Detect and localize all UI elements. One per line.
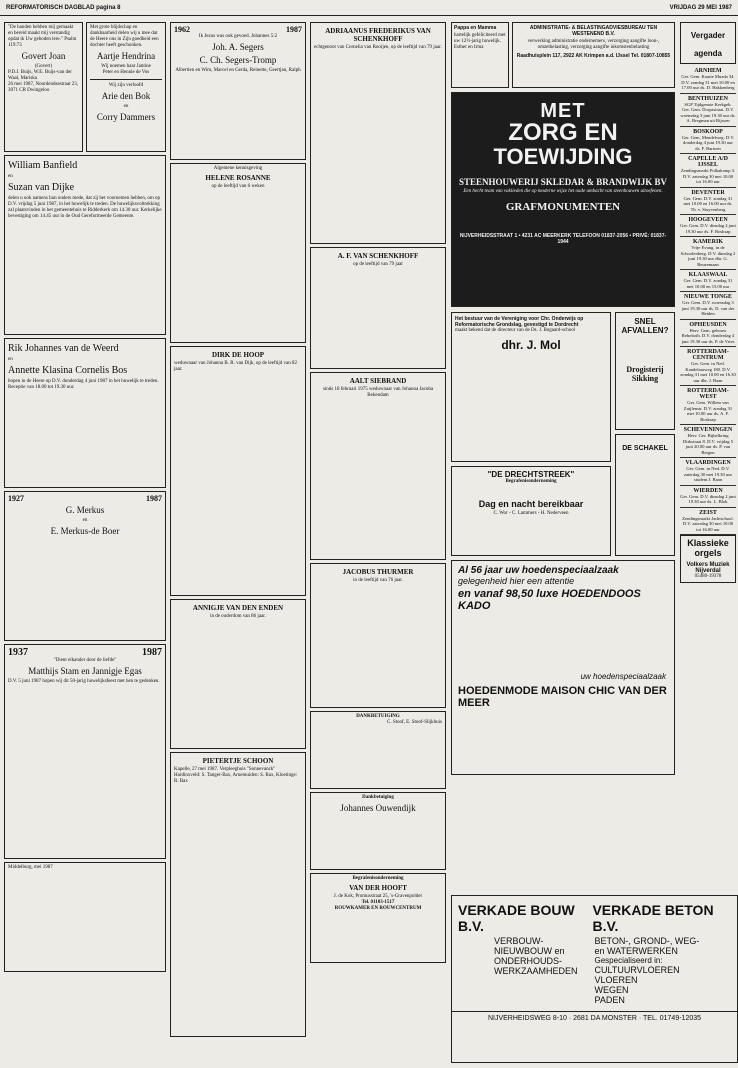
- verkade-bouw-item: NIEUWBOUW en: [494, 946, 565, 956]
- verkade-beton-item: en WATERWERKEN: [594, 946, 678, 956]
- congrats-text: hartelijk gefeliciteerd met uw 12½-jarig huwelijk. Esther en Irma: [454, 33, 506, 50]
- verkade-beton-title: VERKADE BETON B.V.: [592, 902, 714, 934]
- birth2-sub: Wij noemen haar Jantine: [101, 64, 151, 69]
- organ-sub: Volkers Muziek Nijverdal: [686, 562, 730, 574]
- funeral-ad-phone: Tel. 01103-1517: [361, 900, 395, 905]
- thanks-title: DANKBETUIGING: [356, 714, 400, 719]
- agenda-entry: [680, 386, 736, 425]
- drechtstreek-title: "DE DRECHTSTREEK": [487, 470, 575, 479]
- zorg-sub: GRAFMONUMENTEN: [505, 201, 621, 213]
- admin-ad: [512, 22, 675, 88]
- column-2: [170, 22, 306, 1058]
- header-right: VRIJDAG 29 MEI 1987: [669, 4, 732, 11]
- wedding-name-a: William Banfield: [8, 160, 78, 171]
- agenda-city: OPHEUSDEN: [689, 321, 727, 328]
- thanks-ad-ouwendijk: [310, 792, 446, 870]
- wedding2-text: hopen in de Heere op D.V. donderdag 4 juni 1987 in het huwelijk te treden. Receptie van 18.00 tot 19.30 uur.: [8, 379, 159, 390]
- zorg-text: Een hecht team van vaklieden die op moderne wijze het oude ambacht van steenhouwen uitoefenen.: [463, 189, 663, 194]
- agenda-city: DEVENTER: [691, 189, 725, 196]
- agenda-entry: [680, 486, 736, 508]
- death-ad-dehoop: [170, 346, 306, 596]
- death-ad-siebrand: [310, 372, 446, 560]
- agenda-body: Ger. Gem. D.V. dinsdag 2 juni 19.30 uur ds. F. Bosksap: [680, 223, 736, 234]
- verkade-beton-item: WEGEN: [594, 985, 629, 995]
- birth2-parents: Peter en Hennie de Vos: [102, 70, 150, 75]
- death3c-name: AALT SIEBRAND: [349, 377, 407, 385]
- agenda-body: Ger. Gem. D.V. zondag 31 mei 10.00 en 16.00 uur ds. Th. v. Stuyvenberg: [683, 195, 733, 212]
- agenda-entry: [680, 188, 736, 216]
- anniv2-year-end: 1987: [146, 494, 162, 503]
- admin-address: Raadhuisplein 117, 2922 AK Krimpen a.d. IJssel Tel. 01807-10855: [516, 53, 671, 59]
- agenda-title: Vergader agenda: [690, 31, 726, 58]
- steenhouwerij-ad: [451, 92, 675, 307]
- drechtstreek-call: Dag en nacht bereikbaar: [478, 499, 584, 509]
- column-1: [4, 22, 166, 1058]
- drechtstreek-ad: [451, 466, 611, 556]
- verkade-address: NIJVERHEIDSWEG 8-10 · 2681 DA MONSTER · TEL. 01749-12035: [452, 1011, 737, 1022]
- death2-name: HELENE ROSANNE: [205, 174, 271, 182]
- school-title: Het bestuur van de Vereniging voor Chr. Onderwijs op Reformatorische Grondslag, gevestigd te Dordrecht: [455, 316, 584, 328]
- col1-footer-location: Middelburg, mei 1987: [8, 865, 53, 870]
- agenda-body: Zendingsmarkt Jachtschool. D.V. zaterdag 30 mei 10.00 tot 16.00 uur: [682, 515, 734, 532]
- funeral-ad-hooft: [310, 873, 446, 963]
- agenda-body: Herv. Ger. Bijbelkring Dirkstraat 8. D.V. vrijdag 5 juni 20.00 uur ds. P. van Bergen: [682, 433, 734, 455]
- schakel-ad: [615, 434, 675, 556]
- organ-phone: 05480-19378: [694, 574, 722, 579]
- zorg-line-2: ZORG EN: [508, 119, 618, 146]
- hoeden-mid: gelegenheid hier een attentie: [458, 576, 575, 586]
- agenda-entry: [680, 154, 736, 188]
- verkade-bouw-item: VERBOUW-: [494, 936, 544, 946]
- death-ad-segers: [170, 22, 306, 160]
- verkade-beton-item: BETON-, GROND-, WEG-: [594, 936, 700, 946]
- congrats-title: Pappa en Mamma: [454, 25, 497, 31]
- death1-year-end: 1987: [286, 25, 302, 34]
- agenda-list: [680, 66, 736, 535]
- anniv2-name-b: E. Merkus-de Boer: [50, 526, 120, 536]
- death5-name: PIETERTJE SCHOON: [202, 757, 274, 765]
- funeral-ad-title: Begrafenisonderneming: [352, 876, 404, 881]
- birth2-name: Aartje Hendrina: [96, 51, 156, 61]
- agenda-city: ARNHEM: [694, 68, 722, 74]
- column-3: [310, 22, 446, 1058]
- organ-title: Klassieke orgels: [687, 538, 729, 558]
- wedding-text: delen u ook namens hun ouders mede, dat zij het voornemen hebben, om op D.V. vrijdag 5 juni 1987, in het huwelijk te treden. De huwelijksvoltrekking zal plaatsvinden in het gemeentehuis te Ridderkerk om 14.30 uur. Kerkelijke bevestiging om 14.45 uur in de Oud Gereformeerde Gemeente.: [8, 196, 162, 219]
- page-header: [0, 0, 738, 16]
- death1-name: Joh. A. Segers: [212, 42, 264, 52]
- agenda-column: [680, 22, 736, 1058]
- agenda-entry: [680, 425, 736, 458]
- school-text: maakt bekend dat de directeur van de Ds. J. Bogaard-school: [455, 328, 576, 333]
- funeral-ad-address: J. de Kok, Promusstraat 25, 's-Gravenpolder: [333, 894, 423, 899]
- agenda-city: KAMERIK: [693, 239, 723, 245]
- verkade-bouw-item: WERKZAAMHEDEN: [494, 966, 578, 976]
- death3a-name: ADRIAANUS FREDERIKUS VAN SCHENKHOFF: [325, 27, 431, 43]
- death3a-text: echtgenoot van Cornelia van Rooijen, op de leeftijd van 79 jaar.: [314, 45, 442, 50]
- death-ad-enden: [170, 599, 306, 749]
- agenda-entry: [680, 127, 736, 155]
- death3d-text: in de leeftijd van 76 jaar.: [353, 578, 403, 583]
- birth-subname: (Govert): [34, 64, 53, 69]
- birth2-text: Met grote blijdschap en dankbaarheid delen wij u mee dat de Heere ons in Zijn goedheid een dochter heeft geschonken.: [90, 25, 159, 48]
- thanks-names: C. Stoof, E. Stoof-Slijkhuis: [386, 720, 442, 725]
- anniv-year-start: 1937: [8, 647, 28, 658]
- death-ad-thurmer: [310, 563, 446, 708]
- agenda-body: Ger. Gem. D.V. zondag 31 mei 10.00 en 15.00 uur: [683, 278, 733, 289]
- anniv-text: D.V. 5 juni 1987 hopen wij dit 50-jarig huwelijksfeest met hen te gedenken.: [8, 679, 160, 684]
- hoeden-ad: [451, 560, 675, 775]
- agenda-city: BENTHUIZEN: [687, 95, 728, 102]
- death5-text: Kapelle, 27 mei 1987. Verpleeghuis "Sonnevanck": [174, 767, 276, 772]
- agenda-entry: [680, 458, 736, 486]
- birth-ad-aartje: [86, 22, 166, 152]
- hoeden-head: Al 56 jaar uw hoedenspeciaalzaak: [458, 565, 619, 576]
- death3d-name: JACOBUS THURMER: [342, 568, 414, 576]
- drechtstreek-names: C. Wor - C. Lammers - H. Nederveen: [493, 511, 569, 516]
- funeral-ad-name: VAN DER HOOFT: [349, 884, 407, 892]
- verkade-beton-item: PADEN: [594, 995, 625, 1005]
- hoeden-name: HOEDENMODE MAISON CHIC VAN DER MEER: [458, 685, 667, 709]
- agenda-body: Ger. Gem. D.V. dinsdag 2 juni 19.30 uur ds. L. Blok: [680, 493, 736, 504]
- death1-year-start: 1962: [174, 25, 190, 34]
- agenda-city: CAPELLE A/D IJSSEL: [688, 156, 728, 168]
- agenda-city: SCHEVENINGEN: [683, 427, 733, 433]
- anniversary-ad-merkus: [4, 491, 166, 641]
- agenda-entry: [680, 270, 736, 292]
- agenda-city: ROTTERDAM-WEST: [687, 388, 729, 400]
- birth-parents: P.D.J. Buijs, W.E. Buijs-van der Waal, Mariska: [8, 70, 72, 81]
- verkade-bouw-title: VERKADE BOUW B.V.: [458, 902, 575, 934]
- verkade-beton-item: VLOEREN: [594, 975, 638, 985]
- verkade-beton-item: Gespecialiseerd in:: [594, 956, 663, 965]
- drogisterij-name: Drogisterij Sikking: [626, 365, 664, 383]
- zorg-company: STEENHOUWERIJ SKLEDAR & BRANDWIJK BV: [458, 177, 668, 187]
- agenda-city: ROTTERDAM-CENTRUM: [687, 349, 729, 361]
- agenda-city: HOOGEVEEN: [688, 217, 728, 223]
- wedding2-name-b: Annette Klasina Cornelis Bos: [8, 365, 128, 376]
- death4-name: ANNIGJE VAN DEN ENDEN: [192, 604, 284, 612]
- engaged-name-a: Arie den Bok: [101, 91, 151, 101]
- wedding-and: en: [8, 174, 13, 179]
- snel-title: SNEL AFVALLEN?: [621, 317, 669, 335]
- death3c-text: sinds 18 februari 1975 weduwnaar van Johanna Jacoba Bekendam: [322, 387, 434, 398]
- drechtstreek-sub: Begrafenisonderneming: [505, 479, 557, 484]
- admin-text: verwerking administratie ondernemers, verzorging aangifte loon-, omzetbelasting, verzorging aangifte inkomstenbelasting: [527, 39, 660, 50]
- anniv2-year-start: 1927: [8, 494, 24, 503]
- agenda-body: Ger. Gem. Mendelweg. D.V. donderdag 4 juni 19.30 uur ds. F. Bartoen: [681, 134, 735, 151]
- funeral-ad-sub: ROUWKAMER EN ROUWCENTRUM: [334, 906, 422, 911]
- death1-subname: C. Ch. Segers-Tromp: [199, 55, 277, 65]
- wedding2-name-a: Rik Johannes van de Weerd: [8, 343, 119, 354]
- agenda-city: KLAASWAAL: [688, 272, 728, 278]
- wedding-ad-weerd: [4, 338, 166, 488]
- death2-intro: Algemene kennisgeving: [213, 166, 263, 171]
- agenda-entry: [680, 215, 736, 237]
- agenda-body: Ger. Gem. Kaarte Muzda 34. D.V. zondag 31 mei 10.00 en 17.00 uur ds. D. Hakkenberg: [681, 74, 735, 90]
- agenda-city: ZEIST: [699, 509, 717, 516]
- agenda-city: WIERDEN: [693, 487, 723, 494]
- birth-ad-govert: [4, 22, 83, 152]
- agenda-city: NIEUWE TONGE: [684, 294, 732, 300]
- agenda-entry: [680, 508, 736, 536]
- death-ad-helene: [170, 163, 306, 343]
- agenda-body: Ger. Gem. in Ned. D.V. zaterdag 30 mei 19.30 uur student J. Baan: [683, 466, 733, 482]
- agenda-body: Herv. Gem. gebouw Rehoboth. D.V. donderdag 4 juni 19.30 uur ds. P. de Vries: [681, 327, 735, 344]
- agenda-body: Vrije Evang. in de Schoolenberg. D.V. dinsdag 2 juni 19.30 uur dhr. G. Beuzemaan: [680, 245, 736, 267]
- verkade-bouw-list: [458, 936, 581, 1005]
- organ-ad: [680, 535, 736, 583]
- engaged-intro: Wij zijn verloofd: [108, 83, 144, 88]
- death3b-text: op de leeftijd van 79 jaar: [353, 262, 403, 267]
- hoeden-offer: en vanaf 98,50 luxe HOEDENDOOS KADO: [458, 588, 641, 612]
- agenda-body: Ger. Gem. D.V. woensdag 3 juni 19.30 uur ds. D. van der Heiden: [681, 300, 735, 316]
- engaged-name-b: Corry Dammers: [96, 112, 156, 122]
- agenda-header: [680, 22, 736, 64]
- schakel-name: DE SCHAKEL: [622, 445, 668, 452]
- school-ad: [451, 312, 611, 462]
- death4-text: in de ouderdom van 86 jaar.: [210, 614, 266, 619]
- drogisterij-ad: [615, 312, 675, 430]
- birth-name: Govert Joan: [21, 51, 66, 61]
- thanks2-name: Johannes Ouwendijk: [340, 803, 416, 813]
- agenda-city: VLAARDINGEN: [685, 460, 731, 466]
- school-name: dhr. J. Mol: [501, 338, 561, 352]
- agenda-body: SGP Tijdgenote Kerkgeb. Ger. Gem. Dorpsstraat. D.V. woensdag 3 juni 19.30 uur ds. A. Bregman uit Rijssen: [680, 101, 736, 123]
- death1-quote: Ik Jezus was ook gevoed. Johannes 5:2: [198, 34, 278, 39]
- anniv-names: Matthijs Stam en Jannigje Egas: [28, 666, 142, 676]
- thanks2-title: Dankbetuiging: [362, 795, 394, 800]
- death-ad-schenkhoff: [310, 22, 446, 244]
- anniv2-and: en: [82, 518, 88, 523]
- death-ad-schenkhoff-2: [310, 247, 446, 369]
- birth-quote: "De handen hebben mij gemaakt en bereid maakt mij verstandig opdat ik Uw geboden lere." Psalm 119:73: [8, 25, 77, 48]
- agenda-city: BOSKOOP: [693, 128, 723, 135]
- agenda-entry: [680, 94, 736, 127]
- death5-relatives: Hardinxveld: S. Tanger-Bax, Arnemuiden: S. Bax, Kloetinge: R. Bax: [174, 773, 298, 784]
- thanks-ad-col1: [4, 862, 166, 972]
- zorg-line-1: MET: [540, 100, 586, 122]
- anniv2-name-a: G. Merkus: [65, 505, 105, 515]
- anniv-quote: "Dient elkander door de liefde": [53, 658, 117, 663]
- agenda-entry: [680, 292, 736, 320]
- verkade-beton-item: CULTUURVLOEREN: [594, 965, 680, 975]
- wedding-ad-banfield: [4, 155, 166, 335]
- agenda-entry: [680, 320, 736, 348]
- anniv-year-end: 1987: [142, 647, 162, 658]
- death3-text: weduwnaar van Johanna B. R. van Dijk, op de leeftijd van 82 jaar.: [174, 361, 298, 372]
- wedding-name-b: Suzan van Dijke: [8, 182, 75, 193]
- anniversary-ad-stam: [4, 644, 166, 859]
- verkade-bouw-item: ONDERHOUDS-: [494, 956, 563, 966]
- zorg-address: NIJVERHEIDSSTRAAT 1 • 4231 AC MEERKERK TELEFOON 01837-2056 • PRIVÉ: 01837-1944: [459, 233, 667, 245]
- wedding2-and: en: [8, 357, 13, 362]
- death3b-name: A. F. VAN SCHENKHOFF: [337, 252, 419, 260]
- agenda-entry: [680, 237, 736, 270]
- death3-name: DIRK DE HOOP: [211, 351, 265, 359]
- death-ad-schoon: [170, 752, 306, 1037]
- thanks-ad-stoof: [310, 711, 446, 789]
- death1-children: Albertien en Wim, Marcel en Gerda, Reinette, Geertjan, Ralph: [175, 68, 301, 73]
- agenda-entry: [680, 66, 736, 94]
- engaged-and: en: [123, 104, 129, 109]
- congrats-ad: [451, 22, 509, 88]
- death2-text: op de leeftijd van 6 weken: [211, 184, 265, 189]
- birth-date: 26 mei 1987, Noordendsestraat 23, 3071 CR Dwingeloo: [8, 82, 78, 93]
- header-left: REFORMATORISCH DAGBLAD pagina 8: [6, 4, 121, 11]
- admin-title: ADMINISTRATIE- & BELASTINGADVIESBUREAU TEN WESTENEND B.V.: [529, 25, 658, 37]
- hoeden-sub: uw hoedenspeciaalzaak: [580, 672, 666, 681]
- agenda-body: Zendingsmarkt Polkakamp 3. D.V. zaterdag 30 mei 10.00 tot 16.00 uur: [680, 168, 736, 184]
- agenda-body: Ger. Gem. in Ned. Kandelaarweg 180. D.V. zondag 31 mei 10.00 en 16.30 uur dhr. J. Baan: [680, 361, 736, 383]
- agenda-entry: [680, 347, 736, 386]
- zorg-line-3: TOEWIJDING: [493, 144, 633, 169]
- agenda-body: Ger. Gem. Willem van Zuijlenstr. D.V. zondag 31 mei 10.00 uur ds. A. F. Bosksap: [683, 400, 733, 422]
